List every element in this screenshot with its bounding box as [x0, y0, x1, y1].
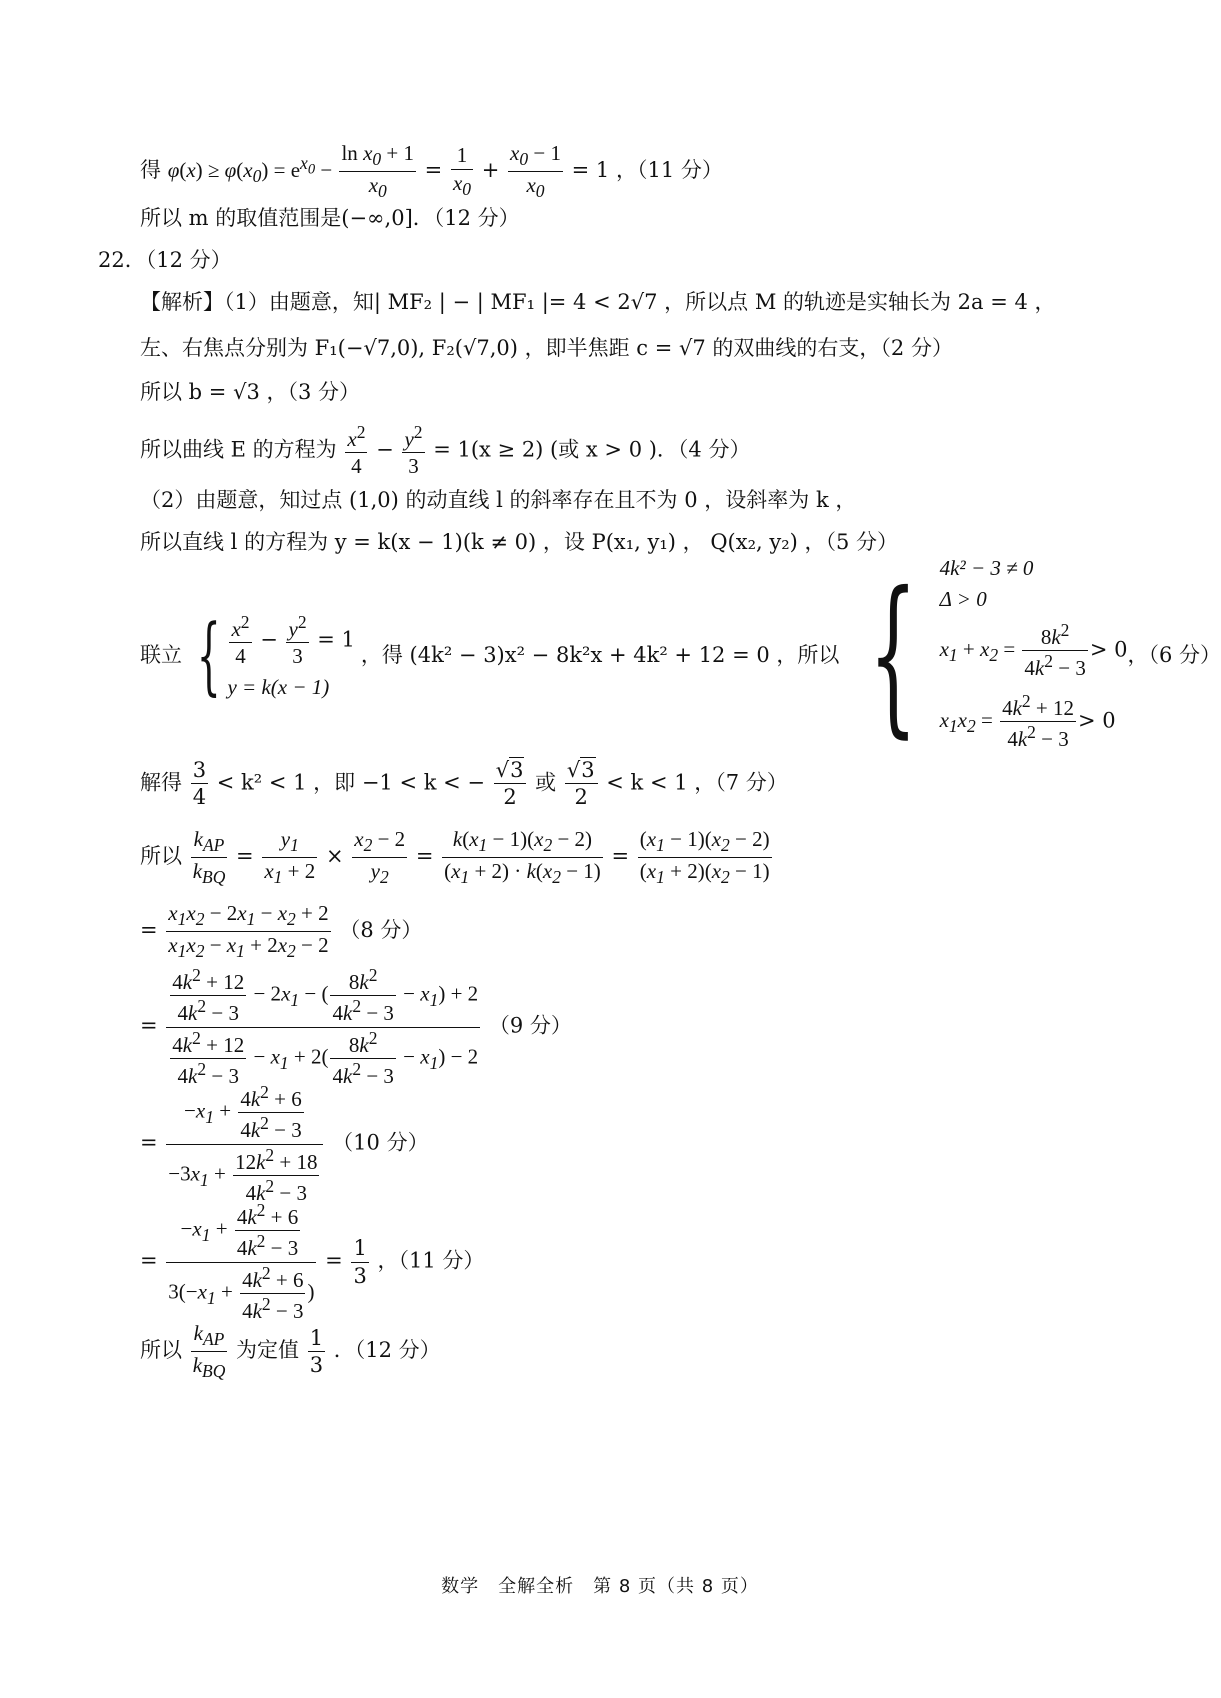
conclusion-line: 所以 $\frac{k_{AP}}{k_{BQ}}$ 为定值 $\frac{1}{3}$ ．（12 分）: [140, 1321, 441, 1382]
fraction: $\frac{x_0 - 1}{x_0}$: [510, 141, 561, 202]
curve-equation-line: 所以曲线 E 的方程为 $\frac{x^2}{4}$ − $\frac{y^2}{3}$ = 1(x ≥ 2) (或 x > 0 )．（4 分）: [140, 422, 751, 479]
page-footer: 数学 全解全析 第 8 页（共 8 页）: [441, 1576, 759, 1597]
step-8: = $\frac{x_1x_2 - 2x_1 - x_2 + 2}{x_1x_2 - x_1 + 2x_2 - 2}$ （8 分）: [140, 901, 423, 962]
fraction: $\frac{x^2}{4}$: [347, 422, 366, 479]
formula-line-phi: 得 $\varphi(x) \ge \varphi(x_0) = e^{x_0}$ − $\frac{\ln x_0 + 1}{x_0}$ = $\frac{1}{x_0}$ + $\frac{x_0 - 1}{x_0}$ = 1 ，（11 分）: [140, 141, 723, 202]
fraction: $\frac{\ln x_0 + 1}{x_0}$: [341, 141, 414, 202]
step-9: = $\frac{4k^2 + 12}{4k^2 - 3}$ − $2x_1$ − ( $\frac{8k^2}{4k^2 - 3}$ − $x_1) + 2$ $\frac{4k^2 + 12}{4k^2 - 3}$ − $x_1 + 2$( $\frac{8k^2}{4k^2 - 3}$ − $x_1) - 2$ （9 分）: [140, 965, 572, 1088]
k-range-line: 解得 $\frac{3}{4}$ < k² < 1 ，即 −1 < k < − $\frac{√3}{2}$ 或 $\frac{√3}{2}$ < k < 1 ，（7 分）: [140, 758, 788, 810]
text-line: 所以 m 的取值范围是(−∞,0]．（12 分）: [140, 206, 520, 230]
brace-icon: {: [869, 556, 918, 754]
brace-icon: {: [196, 606, 221, 704]
step-10: = $-x_1$ + $\frac{4k^2 + 6}{4k^2 - 3}$ $-3x_1$ + $\frac{12k^2 + 18}{4k^2 - 3}$ （10 分）: [140, 1082, 429, 1205]
fraction: $\frac{y^2}{3}$: [404, 422, 423, 479]
fraction: $\frac{1}{x_0}$: [452, 143, 472, 199]
phi-inequality: $\varphi(x) \ge \varphi(x_0) = e^{x_0}$ −: [167, 153, 338, 187]
step-11: = $-x_1$ + $\frac{4k^2 + 6}{4k^2 - 3}$ $3(-x_1$ + $\frac{4k^2 + 6}{4k^2 - 3}$ ) = $\frac{1}{3}$ ，（11 分）: [140, 1200, 485, 1323]
question-title: 22．（12 分）: [98, 248, 232, 272]
text-line: 所以直线 l 的方程为 y = k(x − 1)(k ≠ 0) ，设 P(x₁, y₁) ， Q(x₂, y₂) ，（5 分）: [140, 530, 899, 554]
text-line: （2）由题意，知过点 (1,0) 的动直线 l 的斜率存在且不为 0 ，设斜率为 k ，: [140, 488, 857, 512]
system-line: 联立 { $\frac{x^2}{4}$ − $\frac{y^2}{3}$ = 1 y = k(x − 1) ，得 (4k² − 3)x² − 8k²x + 4k² + 12 = 0 ，所以 { 4k² − 3 ≠ 0 Δ > 0 $x_1 + x_2$ = $\frac{8k^2}{4k^2 - 3}$ > 0 $x_1x_2$ = $\frac{4k^2 + 12}{4k^2 - 3}$ > 0 ，（6 分）: [140, 555, 1221, 754]
text-line: 左、右焦点分别为 F₁(−√7,0), F₂(√7,0) ，即半焦距 c = √7 的双曲线的右支，（2 分）: [140, 336, 953, 360]
solution-head: 【解析】（1）由题意，知| MF₂ | − | MF₁ |= 4 < 2√7 ，所以点 M 的轨迹是实轴长为 2a = 4 ，: [140, 290, 1056, 314]
ratio-line: 所以 $\frac{k_{AP}}{k_{BQ}}$ = $\frac{y_1}{x_1 + 2}$ × $\frac{x_2 - 2}{y_2}$ = $\frac{k(x_1 - 1)(x_2 - 2)}{(x_1 + 2) \cdot k(x_2 - 1)}$ = $\frac{(x_1 - 1)(x_2 - 2)}{(x_1 + 2)(x_2 - 1)}$: [140, 827, 770, 888]
equation-system-right: { 4k² − 3 ≠ 0 Δ > 0 $x_1 + x_2$ = $\frac{8k^2}{4k^2 - 3}$ > 0 $x_1x_2$ = $\frac{4k^2 + 12}{4k^2 - 3}$ > 0: [869, 555, 1128, 754]
equation-system-left: { $\frac{x^2}{4}$ − $\frac{y^2}{3}$ = 1 y = k(x − 1): [196, 606, 355, 704]
text-line: 所以 b = √3 ，（3 分）: [140, 380, 361, 404]
